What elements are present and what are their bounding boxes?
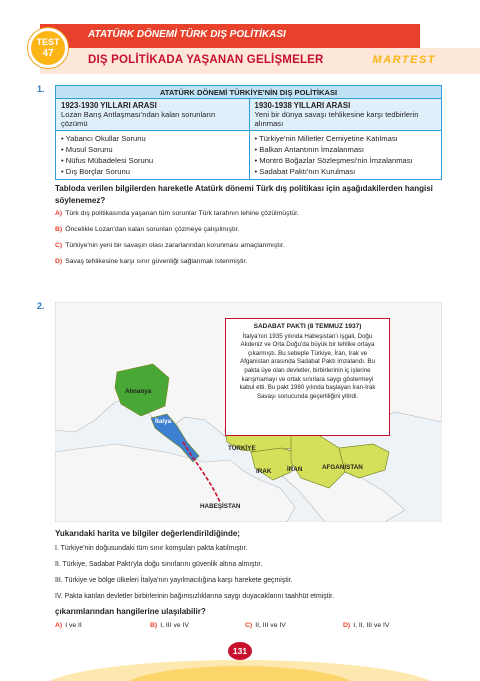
page-header	[0, 0, 480, 80]
infobox-line: Akdeniz ve Orta Doğu'da büyük bir tehlike ortaya	[240, 341, 375, 349]
label-italy: İtalya	[155, 418, 172, 425]
option-text: Türkiye'nin yeni bir savaşın olası zararlarından korunması amaçlanmıştır.	[65, 242, 285, 249]
label-iran: İRAN	[287, 466, 303, 473]
option-d[interactable]	[55, 258, 247, 265]
statement-3: III. Türkiye ve bölge ülkeleri İtalya'nın yayılmacılığına karşı harekete geçmiştir.	[55, 577, 293, 584]
brand-logo: MARTEST	[372, 54, 436, 66]
test-number: 47	[42, 48, 54, 59]
infobox-line: çıkarmıştı. Bu sebeple Türkiye, İran, Irak ve	[247, 349, 368, 357]
question-1-text	[55, 183, 433, 206]
question-1-number: 1.	[37, 84, 45, 94]
list-item: • Yabancı Okullar Sorunu	[61, 134, 146, 143]
question-1-line-1: Tabloda verilen bilgilerden hareketle Atatürk dönemi Türk dış politikası için aşağıdakilerden hangisi	[55, 184, 433, 193]
sadabat-info-box	[225, 318, 390, 436]
list-item: • Sadabat Paktı'nın Kurulması	[254, 167, 356, 176]
table-items-row	[56, 131, 441, 179]
infobox-line: kabul etti. Bu pakt 1980 yılında başlayan İran-Irak	[239, 384, 376, 392]
option-text: Türk dış politikasında yaşanan tüm sorunlar Türk tarafının lehine çözülmüştür.	[65, 210, 299, 217]
statement-1: I. Türkiye'nin doğusundaki tüm sınır komşuları pakta katılmıştır.	[55, 545, 248, 552]
answer-letter: B)	[150, 622, 158, 629]
test-badge	[28, 28, 68, 68]
infobox-line: karışmamayı ve ortak sınırlara saygı göstermeyi	[241, 375, 374, 383]
statement-2: II. Türkiye, Sadabat Paktı'yla doğu sınırlarını güvenlik altına almıştır.	[55, 561, 263, 568]
list-item: • Balkan Antantının İmzalanması	[254, 145, 364, 154]
question-1-line-2: söylenemez?	[55, 195, 106, 205]
label-ethiopia: HABEŞİSTAN	[200, 503, 241, 510]
table-head-right	[249, 99, 442, 130]
left-items	[56, 131, 249, 179]
test-label: TEST	[36, 37, 60, 47]
section-title: DIŞ POLİTİKADA YAŞANAN GELİŞMELER	[88, 54, 324, 66]
list-item: • Türkiye'nin Milletler Cemiyetine Katılması	[254, 134, 398, 143]
option-letter: D)	[55, 258, 63, 265]
infobox-title: SADABAT PAKTI (8 TEMMUZ 1937)	[253, 323, 362, 330]
page-number: 131	[228, 642, 252, 660]
list-item: • Dış Borçlar Sorunu	[61, 167, 130, 176]
unit-title-band	[40, 24, 420, 48]
page-number-badge	[222, 634, 258, 664]
answer-text: I, II, III ve IV	[353, 622, 390, 629]
unit-title: ATATÜRK DÖNEMİ TÜRK DIŞ POLİTİKASI	[88, 29, 286, 40]
option-letter: C)	[55, 242, 63, 249]
statement-4: IV. Pakta katılan devletler birbirlerinin bağımsızlıklarına saygı duyacaklarını taahhüt etmiştir.	[55, 593, 334, 600]
answer-b[interactable]	[150, 622, 189, 629]
answer-letter: A)	[55, 622, 63, 629]
option-text: Öncelikle Lozan'dan kalan sorunları çözmeye çalışılmıştır.	[65, 226, 240, 233]
question-2-number: 2.	[37, 301, 45, 311]
answer-c[interactable]	[245, 622, 286, 629]
option-letter: B)	[55, 226, 63, 233]
option-letter: A)	[55, 210, 63, 217]
list-item: • Musul Sorunu	[61, 145, 113, 154]
answer-text: I, III ve IV	[160, 622, 189, 629]
label-germany: Almanya	[125, 388, 152, 395]
question-2-text: çıkarımlarından hangilerine ulaşılabilir?	[55, 607, 206, 616]
answer-text: II, III ve IV	[255, 622, 286, 629]
infobox-line: Savaşı sonucunda geçerliliğini yitirdi.	[256, 392, 359, 400]
infobox-line: İtalya'nın 1935 yılında Habeşistan'ı işgali, Doğu	[242, 332, 373, 340]
table-head-left	[56, 99, 249, 130]
table-caption: ATATÜRK DÖNEMİ TÜRKİYE'NİN DIŞ POLİTİKASI	[56, 86, 441, 99]
table-header-row	[56, 99, 441, 131]
question-2-stem: Yukarıdaki harita ve bilgiler değerlendirildiğinde;	[55, 529, 240, 538]
list-item: • Montrö Boğazlar Sözleşmesi'nin İmzalanması	[254, 156, 413, 165]
period-2-goal: Yeni bir dünya savaşı tehlikesine karşı tedbirlerin alınması	[254, 110, 419, 128]
answer-text: I ve II	[65, 622, 82, 629]
label-iraq: IRAK	[256, 468, 272, 475]
list-item: • Nüfus Mübadelesi Sorunu	[61, 156, 154, 165]
answer-letter: D)	[343, 622, 351, 629]
answer-a[interactable]	[55, 622, 82, 629]
period-1-goal: Lozan Barış Antlaşması'ndan kalan sorunların çözümü	[61, 110, 216, 128]
infobox-line: pakta üye olan devletler, birbirlerinin iç işlerine	[244, 366, 371, 374]
answer-d[interactable]	[343, 622, 389, 629]
answer-letter: C)	[245, 622, 253, 629]
option-c[interactable]	[55, 242, 285, 249]
foreign-policy-table	[55, 85, 442, 180]
infobox-line: Afganistan arasında Sadabat Paktı imzalandı. Bu	[240, 358, 375, 366]
option-b[interactable]	[55, 226, 240, 233]
period-1930-1938: 1930-1938 YILLARI ARASI	[254, 101, 351, 110]
label-turkey: TÜRKİYE	[228, 445, 256, 452]
option-a[interactable]	[55, 210, 299, 217]
right-items	[249, 131, 442, 179]
period-1923-1930: 1923-1930 YILLARI ARASI	[61, 101, 157, 110]
label-afghanistan: AFGANİSTAN	[322, 464, 363, 471]
option-text: Savaş tehlikesine karşı sınır güvenliği sağlanmak istenmiştir.	[65, 258, 248, 265]
